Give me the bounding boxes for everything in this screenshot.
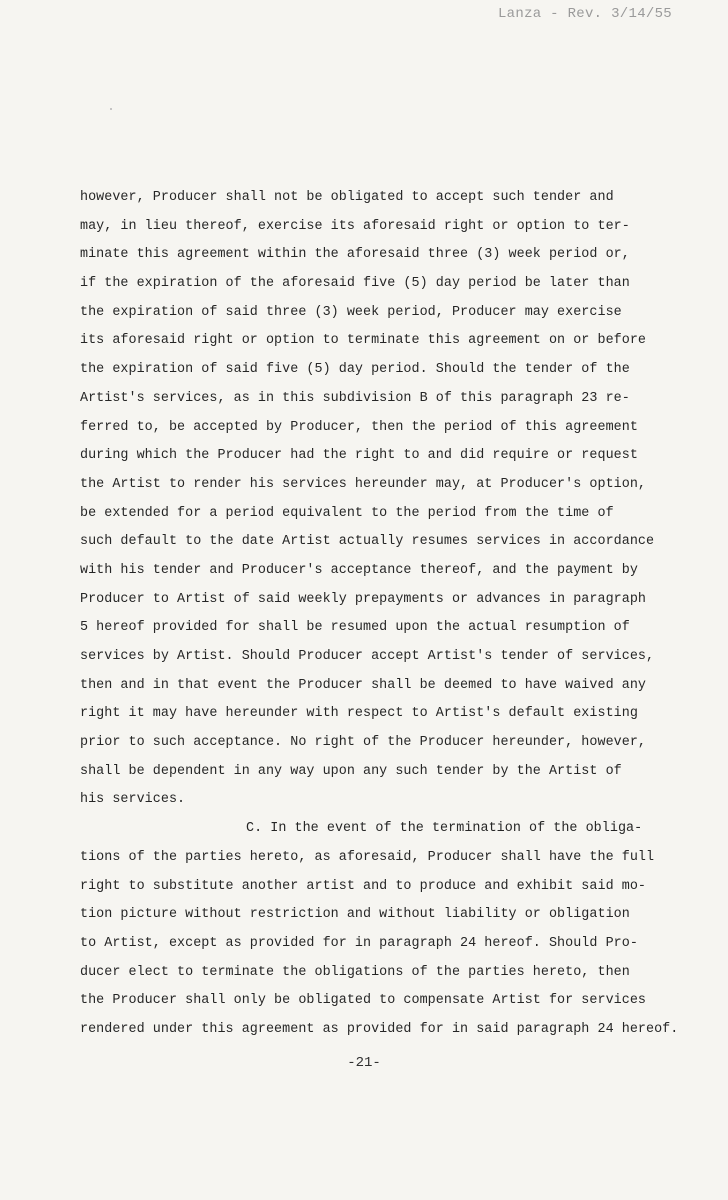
text-line: services by Artist. Should Producer accept Artist's tender of services, [80, 649, 655, 664]
text-line: its aforesaid right or option to terminate this agreement on or before [80, 333, 646, 349]
text-line: however, Producer shall not be obligated to accept such tender and [80, 190, 614, 205]
paper-speck [110, 108, 112, 110]
text-line: to Artist, except as provided for in paragraph 24 hereof. Should Pro- [80, 935, 638, 951]
text-line: be extended for a period equivalent to the period from the time of [80, 505, 614, 521]
text-line: ducer elect to terminate the obligations of the parties hereto, then [80, 964, 630, 980]
revision-header: Lanza - Rev. 3/14/55 [497, 6, 672, 22]
text-line: right to substitute another artist and to produce and exhibit said mo- [80, 878, 646, 894]
text-line: shall be dependent in any way upon any such tender by the Artist of [80, 763, 622, 779]
text-line: right it may have hereunder with respect to Artist's default existing [80, 706, 638, 722]
text-line: Artist's services, as in this subdivision B of this paragraph 23 re- [80, 390, 630, 406]
text-line: ferred to, be accepted by Producer, then the period of this agreement [80, 419, 638, 435]
text-line: then and in that event the Producer shall be deemed to have waived any [80, 677, 646, 693]
text-line: if the expiration of the aforesaid five (5) day period be later than [80, 276, 630, 292]
text-line: with his tender and Producer's acceptance thereof, and the payment by [80, 562, 638, 578]
page-number: -21- [347, 1055, 381, 1071]
text-line: his services. [80, 792, 186, 808]
text-line: rendered under this agreement as provided for in said paragraph 24 hereof. [80, 1021, 679, 1037]
text-line: the expiration of said three (3) week period, Producer may exercise [80, 304, 622, 320]
text-line: tions of the parties hereto, as aforesaid, Producer shall have the full [80, 849, 655, 865]
text-line: the expiration of said five (5) day period. Should the tender of the [80, 362, 630, 378]
text-line: 5 hereof provided for shall be resumed upon the actual resumption of [80, 620, 630, 636]
text-line: such default to the date Artist actually resumes services in accordance [80, 534, 655, 550]
text-line: prior to such acceptance. No right of the Producer hereunder, however, [80, 735, 646, 751]
contract-body [80, 184, 710, 1045]
paragraph-c-first-line: C. In the event of the termination of the obliga- [246, 821, 643, 837]
text-line: tion picture without restriction and without liability or obligation [80, 907, 630, 923]
text-line: may, in lieu thereof, exercise its aforesaid right or option to ter- [80, 218, 630, 234]
text-line: the Producer shall only be obligated to compensate Artist for services [80, 993, 646, 1009]
text-line: minate this agreement within the aforesaid three (3) week period or, [80, 247, 630, 263]
text-line: the Artist to render his services hereunder may, at Producer's option, [80, 476, 646, 492]
text-line: during which the Producer had the right to and did require or request [80, 448, 638, 464]
text-line: Producer to Artist of said weekly prepayments or advances in paragraph [80, 591, 646, 607]
